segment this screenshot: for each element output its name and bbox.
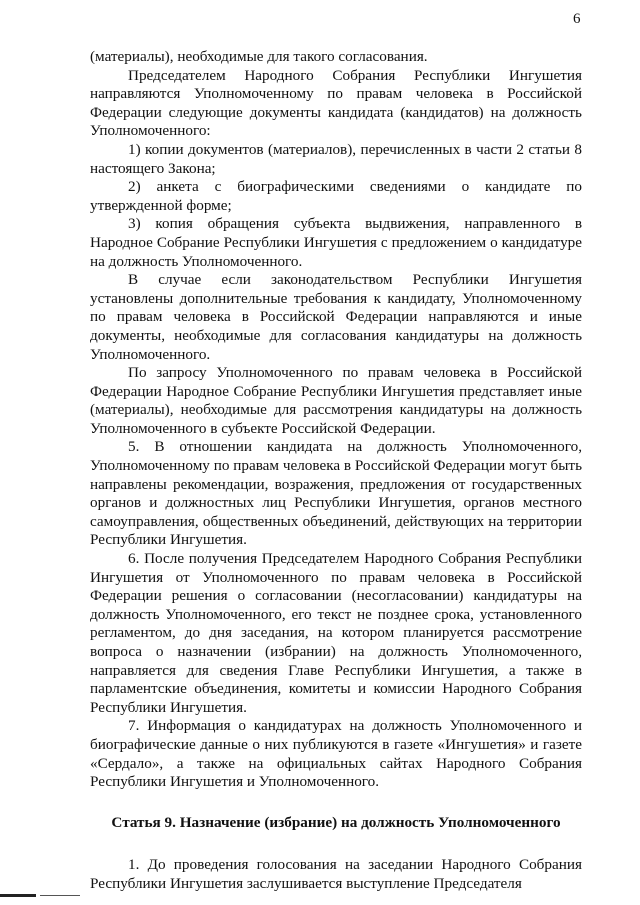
paragraph: 7. Информация о кандидатурах на должность Уполномоченного и биографические данные о них публикуются в газете «Ингушетия» и газете «Сердало», а также на официальных сайтах Народного Собрания Республики Ингушетия и Уполномоченного. (90, 717, 582, 791)
paragraph: 6. После получения Председателем Народного Собрания Республики Ингушетия от Уполномоченного по правам человека в Российской Федерации решения о согласовании (несогласовании) кандидатуры на должность Уполномоченного, его текст не позднее срока, установленного регламентом, до дня заседания, на котором планируется рассмотрение вопроса о назначении (избрании) на должность Уполномоченного, направляется для сведения Главе Республики Ингушетия, а также в парламентские объединения, комитеты и комиссии Народного Собрания Республики Ингушетия. (90, 550, 582, 716)
scan-edge-mark (40, 895, 80, 896)
document-body (90, 48, 582, 894)
paragraph: По запросу Уполномоченного по правам человека в Российской Федерации Народное Собрание Республики Ингушетия представляет иные (материалы), необходимые для рассмотрения кандидатуры на должность Уполномоченного в субъекте Российской Федерации. (90, 364, 582, 437)
paragraph: 5. В отношении кандидата на должность Уполномоченного, Уполномоченному по правам человека в Российской Федерации могут быть направлены рекомендации, возражения, предложения от государственных органов и должностных лиц Республики Ингушетия, органов местного самоуправления, общественных объединений, действующих на территории Республики Ингушетия. (90, 438, 582, 549)
list-item: 2) анкета с биографическими сведениями о кандидате по утвержденной форме; (90, 178, 582, 214)
scan-edge-mark (0, 894, 36, 897)
paragraph: 1. До проведения голосования на заседании Народного Собрания Республики Ингушетия заслушивается выступление Председателя (90, 856, 582, 892)
paragraph: Председателем Народного Собрания Республики Ингушетия направляются Уполномоченному по правам человека в Российской Федерации следующие документы кандидата (кандидатов) на должность Уполномоченного: (90, 66, 582, 140)
list-item: 1) копии документов (материалов), перечисленных в части 2 статьи 8 настоящего Закона; (90, 140, 582, 177)
paragraph: В случае если законодательством Республики Ингушетия установлены дополнительные требования к кандидату, Уполномоченному по правам человека в Российской Федерации направляются и иные документы, необходимые для согласования кандидатуры на должность Уполномоченного. (90, 271, 582, 363)
paragraph: (материалы), необходимые для такого согласования. (90, 48, 428, 65)
list-item: 3) копия обращения субъекта выдвижения, направленного в Народное Собрание Республики Ингушетия с предложением о кандидатуре на должность Уполномоченного. (90, 215, 582, 270)
page-number: 6 (573, 11, 581, 27)
article-heading: Статья 9. Назначение (избрание) на должность Уполномоченного (111, 813, 561, 831)
